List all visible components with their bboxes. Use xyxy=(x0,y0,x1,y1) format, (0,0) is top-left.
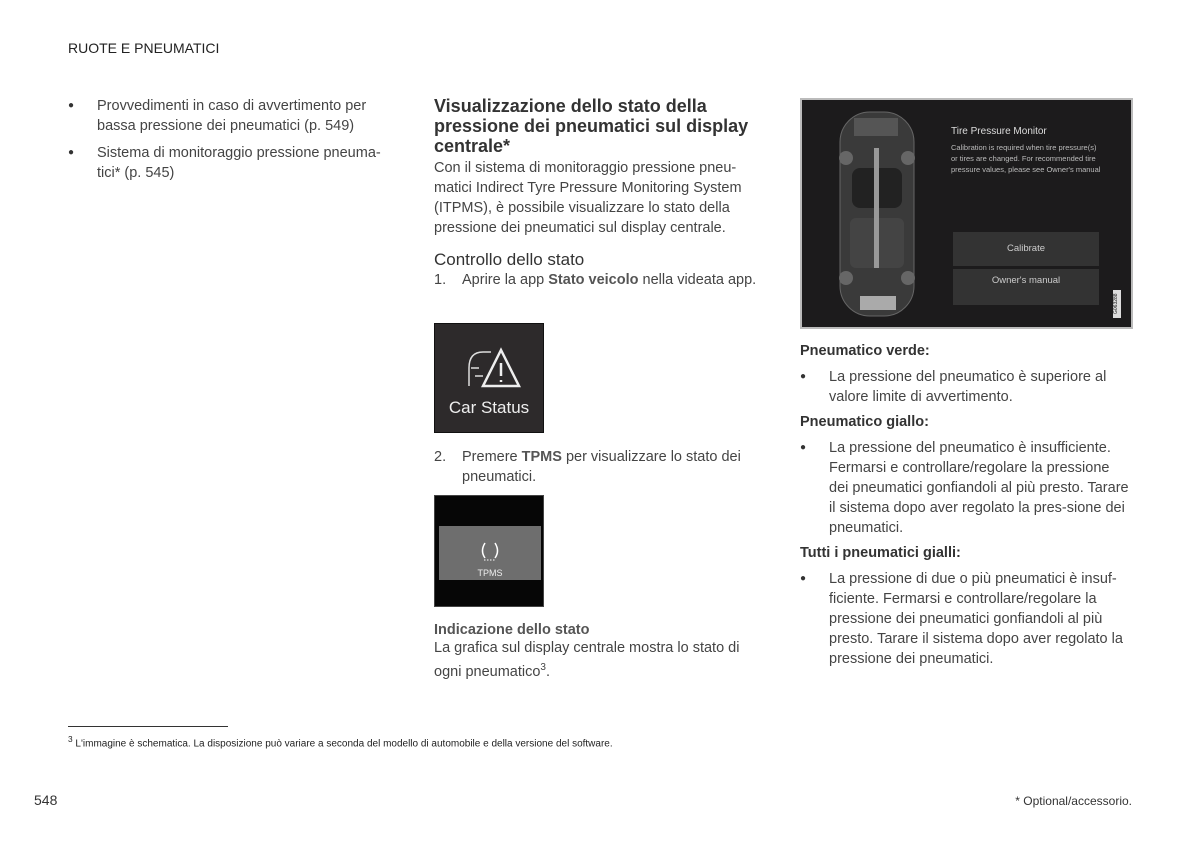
car-top-view-icon xyxy=(822,108,932,320)
step-number: 2. xyxy=(434,449,447,465)
optional-note: * Optional/accessorio. xyxy=(1015,794,1132,808)
image-code: G063288 xyxy=(1113,290,1121,318)
link-tpms[interactable]: ● Sistema di monitoraggio pressione pneuma-tici* (p. 545) xyxy=(68,143,388,183)
tpms-tile xyxy=(434,495,544,607)
step-text: nella videata app. xyxy=(638,272,757,288)
indication-body: La grafica sul display centrale mostra lo stato di ogni pneumatico xyxy=(434,640,740,680)
app-name: Stato veicolo xyxy=(548,272,639,288)
car-status-app-tile xyxy=(434,323,544,433)
step-2 xyxy=(434,447,792,487)
step-1 xyxy=(434,270,764,290)
footnote-text: L'immagine è schematica. La disposizione può variare a seconda del modello di automobile e della versione del software. xyxy=(75,738,613,750)
calibrate-button: Calibrate xyxy=(953,232,1099,266)
screen-message: Calibration is required when tire pressure(s) or tires are changed. For recommended tire pressure values, please see Owner's manual xyxy=(951,143,1101,174)
footnote-ref[interactable]: 3 xyxy=(540,662,546,673)
footnote-number: 3 xyxy=(68,734,73,744)
yellow-tire-text: ● La pressione del pneumatico è insufficiente. Fermarsi e controllare/regolare la pressione dei pneumatici gonfiandoli al più presto. Tarare il sistema dopo aver regolato la pres-sione dei pneumatici. xyxy=(800,438,1130,538)
step-text: per visualizzare lo stato dei pneumatici. xyxy=(462,449,741,485)
period: . xyxy=(545,663,551,680)
step-number: 1. xyxy=(434,272,447,288)
tpm-screen-image xyxy=(800,98,1133,329)
tire-pressure-icon xyxy=(479,540,501,562)
tpms-button xyxy=(439,526,541,580)
section-header: RUOTE E PNEUMATICI xyxy=(68,40,220,56)
step-text: Premere xyxy=(462,449,522,465)
tpms-label: TPMS xyxy=(477,568,503,578)
footnote-divider xyxy=(68,726,228,727)
green-tire-text: ● La pressione del pneumatico è superiore al valore limite di avvertimento. xyxy=(800,367,1130,407)
related-links xyxy=(68,96,388,190)
indication-text xyxy=(434,638,764,682)
intro-text: Con il sistema di monitoraggio pressione pneu-matici Indirect Tyre Pressure Monitoring System (ITPMS), è possibile visualizzare lo stato della pressione dei pneumatici sul display centrale. xyxy=(434,160,742,236)
car-warning-icon xyxy=(463,346,521,390)
all-yellow-text: ● La pressione di due o più pneumatici è insuf-ficiente. Fermarsi e controllare/regolare la pressione dei pneumatici gonfiandoli al più presto. Tarare il sistema dopo aver regolato la pressione dei pneumatici. xyxy=(800,569,1130,669)
step-text: Aprire la app xyxy=(462,272,549,288)
page-number: 548 xyxy=(34,792,58,808)
green-tire-heading: Pneumatico verde: xyxy=(800,343,930,359)
owners-manual-button: Owner's manual xyxy=(953,269,1099,305)
section-heading: Controllo dello stato xyxy=(434,250,585,269)
screen-title: Tire Pressure Monitor xyxy=(951,126,1047,137)
car-status-label: Car Status xyxy=(448,398,530,417)
page-title: Visualizzazione dello stato della pressione dei pneumatici sul display centrale* xyxy=(434,96,749,156)
tire-status-legend xyxy=(800,343,1130,676)
indication-heading: Indicazione dello stato xyxy=(434,622,590,638)
main-column xyxy=(434,96,764,290)
button-name: TPMS xyxy=(521,449,562,465)
status-indication xyxy=(434,622,764,682)
footnote xyxy=(68,734,613,749)
yellow-tire-heading: Pneumatico giallo: xyxy=(800,414,929,430)
link-low-pressure-warning[interactable]: ● Provvedimenti in caso di avvertimento per bassa pressione dei pneumatici (p. 549) xyxy=(68,96,388,136)
all-yellow-heading: Tutti i pneumatici gialli: xyxy=(800,545,961,561)
